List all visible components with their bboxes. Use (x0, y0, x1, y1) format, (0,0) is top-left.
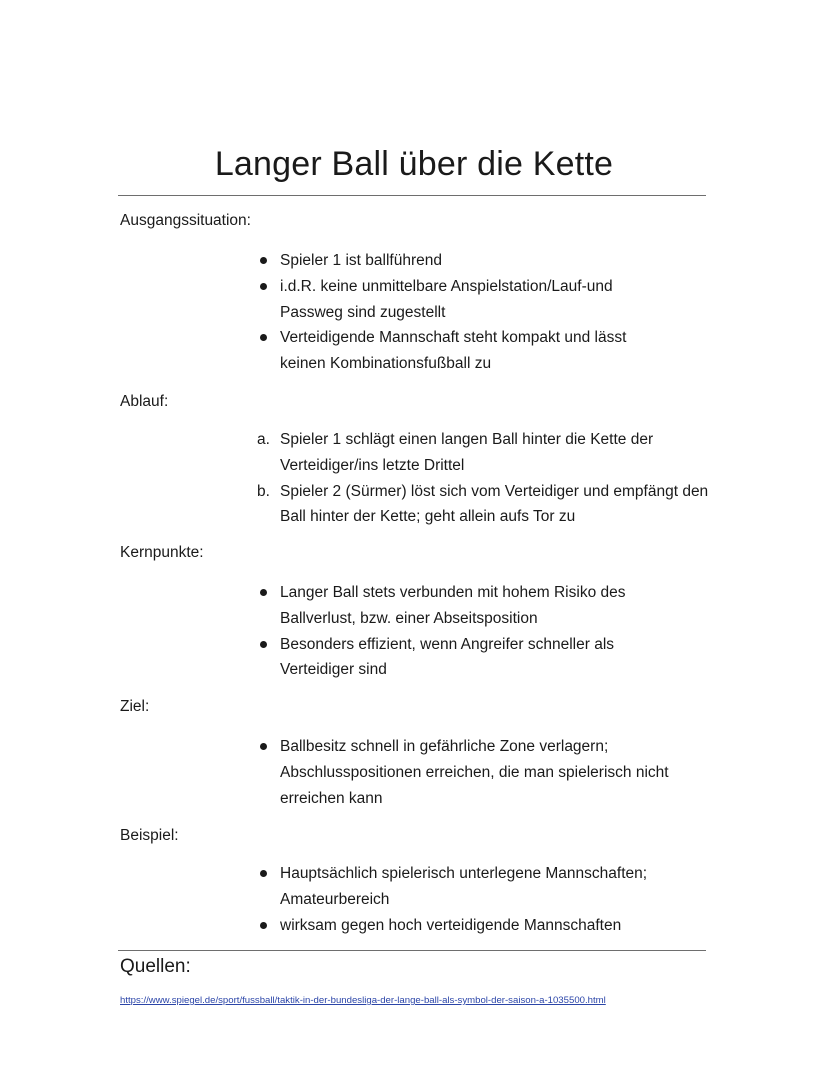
list-marker: a. (257, 431, 270, 448)
list-item (257, 427, 710, 479)
ausgangssituation-list (260, 248, 660, 377)
list-item: i.d.R. keine unmittelbare Anspielstation/Lauf-und Passweg sind zugestellt (260, 274, 660, 326)
section-label-beispiel: Beispiel: (120, 827, 179, 844)
section-label-ausgangssituation: Ausgangssituation: (120, 212, 251, 229)
list-item: Besonders effizient, wenn Angreifer schneller als Verteidiger sind (260, 632, 660, 684)
list-item: Langer Ball stets verbunden mit hohem Risiko des Ballverlust, bzw. einer Abseitsposition (260, 580, 660, 632)
sources-divider (118, 950, 706, 951)
list-item: wirksam gegen hoch verteidigende Mannschaften (260, 913, 690, 939)
sources-heading: Quellen: (120, 956, 191, 977)
list-marker: b. (257, 482, 270, 500)
list-item (257, 479, 710, 531)
list-item-text: Spieler 1 schlägt einen langen Ball hinter die Kette der Verteidiger/ins letzte Drittel (280, 431, 654, 474)
ablauf-list (257, 427, 710, 530)
page-title: Langer Ball über die Kette (214, 145, 614, 183)
section-label-ablauf: Ablauf: (120, 393, 169, 410)
beispiel-list (260, 861, 690, 938)
list-item-text: Spieler 2 (Sürmer) löst sich vom Verteidiger und empfängt den Ball hinter der Kette; geht allein aufs Tor zu (280, 482, 709, 526)
section-label-kernpunkte: Kernpunkte: (120, 544, 204, 561)
title-divider (118, 195, 706, 196)
section-label-ziel: Ziel: (120, 698, 150, 715)
list-item: Ballbesitz schnell in gefährliche Zone verlagern; Abschlusspositionen erreichen, die man spielerisch nicht erreichen kann (260, 734, 710, 811)
list-item: Verteidigende Mannschaft steht kompakt und lässt keinen Kombinationsfußball zu (260, 325, 660, 377)
kernpunkte-list (260, 580, 660, 683)
source-link[interactable]: https://www.spiegel.de/sport/fussball/taktik-in-der-bundesliga-der-lange-ball-als-symbol-der-saison-a-1035500.html (120, 995, 606, 1006)
list-item: Spieler 1 ist ballführend (260, 248, 660, 274)
list-item: Hauptsächlich spielerisch unterlegene Mannschaften; Amateurbereich (260, 861, 690, 913)
ziel-list (260, 734, 710, 811)
